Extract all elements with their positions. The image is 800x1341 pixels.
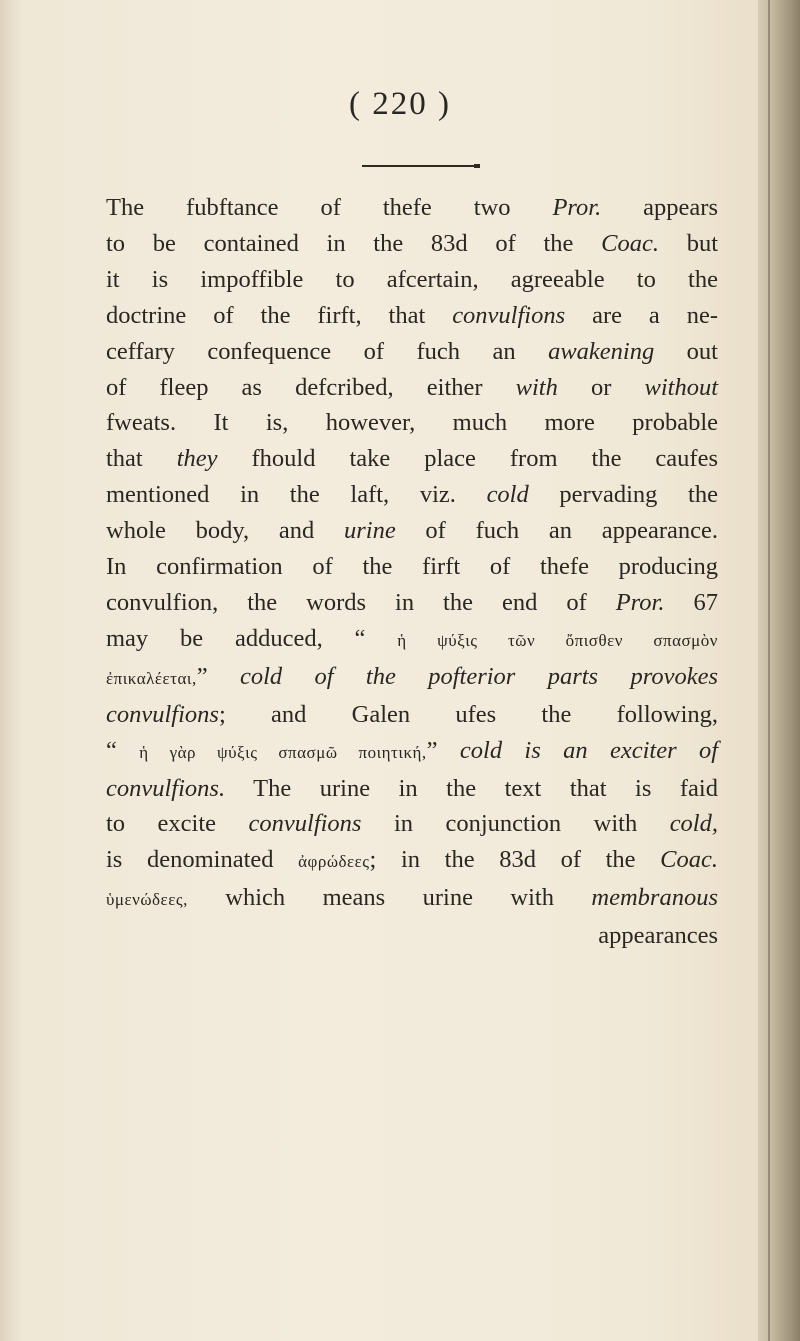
text-line: convulfion, the words in the end of Pror. 67 [106, 588, 718, 616]
text-line: “ ἡ γὰρ ψύξις σπασμῶ ποιητική,” cold is an exciter of [106, 736, 719, 764]
greek-text: ἡ γὰρ ψύξις σπασμῶ ποιητική, [139, 742, 427, 762]
italic-text: cold is an exciter of [459, 736, 719, 764]
text-line: convulfions; and Galen ufes the following, [106, 700, 718, 728]
greek-text: ἀφρώδεες [298, 852, 370, 872]
text-line: convulfions. The urine in the text that is faid [106, 774, 718, 802]
text-line: that they fhould take place from the caufes [106, 445, 718, 473]
text-line: ceffary confequence of fuch an awakening out [106, 337, 718, 365]
header-rule [362, 165, 476, 167]
page-edge-line [768, 0, 770, 1341]
italic-text: Coac. [660, 846, 718, 874]
text-line: of fleep as defcribed, either with or without [106, 373, 718, 401]
italic-text: convulfions [248, 810, 362, 838]
italic-text: membranous [591, 884, 718, 912]
body-text [106, 190, 718, 954]
page-edge [758, 0, 800, 1341]
text-line: mentioned in the laft, viz. cold pervading the [106, 481, 718, 509]
text-line: In confirmation of the firft of thefe producing [106, 553, 718, 581]
text-line: is denominated ἀφρώδεες; in the 83d of the Coac. [106, 846, 718, 874]
text-line: ἐπικαλέεται,” cold of the pofterior parts provokes [106, 662, 718, 690]
greek-text: ἐπικαλέεται, [106, 668, 197, 688]
italic-text: Pror. [552, 194, 602, 221]
text-line: The fubftance of thefe two Pror. appears [106, 194, 718, 221]
italic-text: without [644, 373, 718, 401]
italic-text: convulfions. [106, 774, 226, 802]
italic-text: cold of the pofterior parts provokes [239, 662, 718, 690]
text-line: doctrine of the firft, that convulfions are a ne- [106, 301, 718, 329]
text-line: ὑμενώδεες, which means urine with membranous [106, 884, 718, 912]
italic-text: they [176, 445, 218, 473]
text-line: to be contained in the 83d of the Coac. but [106, 229, 718, 257]
greek-text: ὑμενώδεες, [106, 890, 188, 910]
italic-text: Pror. [615, 588, 665, 616]
text-line: may be adduced, “ ἡ ψύξις τῶν ὄπισθεν σπασμὸν [106, 624, 718, 652]
text-line: it is impoffible to afcertain, agreeable to the [106, 265, 718, 293]
italic-text: with [515, 373, 558, 401]
italic-text: convulfions [106, 700, 219, 728]
page-number-header: ( 220 ) [349, 86, 451, 122]
italic-text: urine [343, 517, 396, 545]
italic-text: awakening [548, 337, 655, 365]
greek-text: ἡ ψύξις τῶν ὄπισθεν σπασμὸν [397, 630, 718, 650]
italic-text: Coac. [601, 229, 659, 257]
text-line: fweats. It is, however, much more probable [106, 409, 718, 437]
italic-text: cold [486, 481, 529, 509]
page-gutter-shadow [0, 0, 22, 1341]
text-line: appearances [598, 922, 718, 950]
italic-text: convulfions [452, 301, 566, 329]
italic-text: cold, [669, 810, 718, 838]
text-line: whole body, and urine of fuch an appearance. [106, 517, 718, 545]
text-line: to excite convulfions in conjunction with cold, [106, 810, 718, 838]
